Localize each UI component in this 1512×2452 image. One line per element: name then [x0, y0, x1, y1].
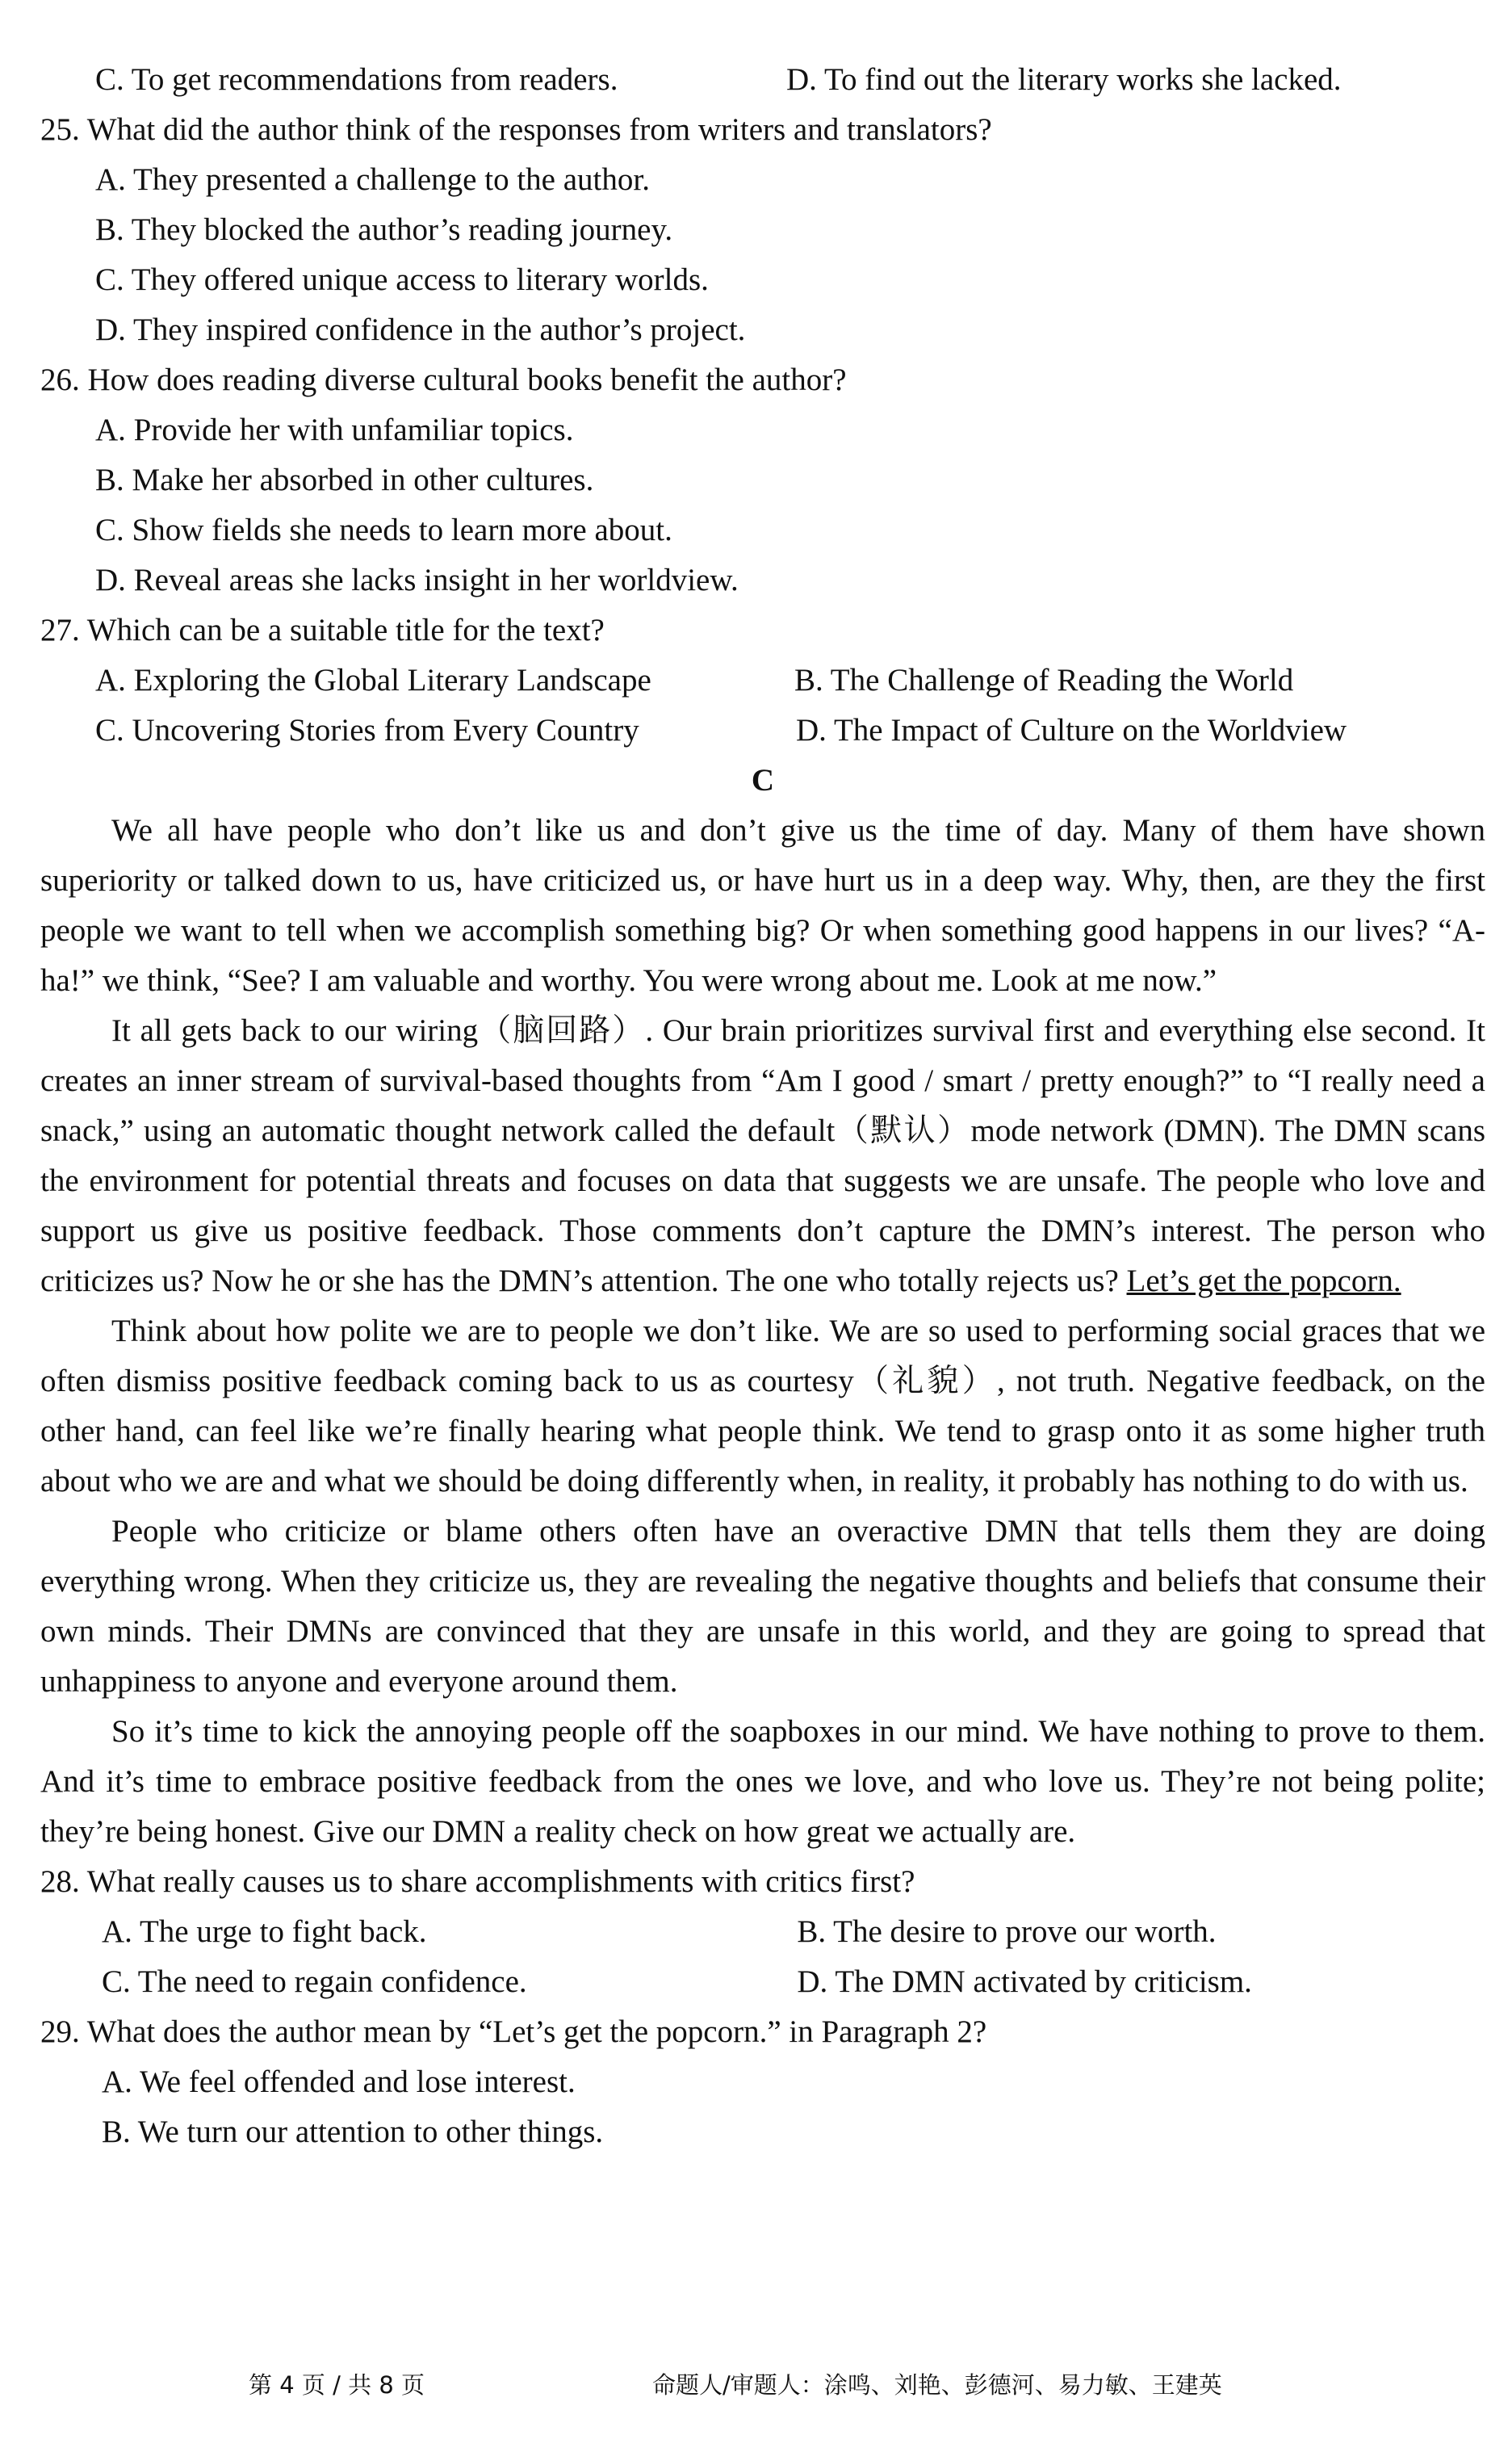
passage-paragraph-5: So it’s time to kick the annoying people off the soapboxes in our mind. We have nothing to prove to them. And it’s time to embrace positive feedback from the ones we love, and who love us. They’re not being polite; they’re being honest. Give our DMN a reality check on how great we actually are.	[40, 1714, 1485, 1849]
q25-option-a: A. They presented a challenge to the author.	[95, 162, 650, 197]
q25-option-b: B. They blocked the author’s reading journey.	[95, 212, 673, 247]
q28-option-c: C. The need to regain confidence.	[102, 1964, 527, 1999]
q29-stem: 29. What does the author mean by “Let’s get the popcorn.” in Paragraph 2?	[40, 2014, 987, 2049]
q24-option-d: D. To find out the literary works she lacked.	[786, 62, 1342, 97]
q26-option-a: A. Provide her with unfamiliar topics.	[95, 413, 574, 447]
q28-option-b: B. The desire to prove our worth.	[797, 1914, 1217, 1949]
q28-option-d: D. The DMN activated by criticism.	[797, 1964, 1252, 1999]
q28-stem: 28. What really causes us to share accomplishments with critics first?	[40, 1864, 915, 1899]
q27-option-c: C. Uncovering Stories from Every Country	[95, 713, 639, 748]
q27-options-cd	[40, 706, 1485, 756]
q25-stem: 25. What did the author think of the responses from writers and translators?	[40, 112, 992, 147]
q28-options-ab	[40, 1907, 1485, 1957]
q28-option-a: A. The urge to fight back.	[102, 1914, 427, 1949]
section-heading: C	[751, 763, 775, 798]
q26-stem: 26. How does reading diverse cultural books benefit the author?	[40, 363, 847, 397]
q27-option-a: A. Exploring the Global Literary Landscape	[95, 663, 651, 698]
q25-option-c: C. They offered unique access to literary worlds.	[95, 262, 709, 297]
page-number: 第 4 页 / 共 8 页	[249, 2371, 425, 2399]
page-content	[40, 55, 1485, 2157]
passage-paragraph-2	[40, 1006, 1485, 1306]
q26-option-c: C. Show fields she needs to learn more about.	[95, 513, 672, 547]
q29-option-b: B. We turn our attention to other things.	[102, 2115, 604, 2149]
q26-option-d: D. Reveal areas she lacks insight in her worldview.	[95, 563, 739, 597]
page-footer	[0, 2369, 1512, 2401]
underlined-phrase: Let’s get the popcorn.	[1126, 1264, 1401, 1298]
q27-option-b: B. The Challenge of Reading the World	[794, 663, 1294, 698]
q27-stem: 27. Which can be a suitable title for the text?	[40, 613, 605, 648]
q27-options-ab	[40, 656, 1485, 706]
authors-credit: 命题人/审题人：涂鸣、刘艳、彭德河、易力敏、王建英	[652, 2371, 1222, 2399]
passage-paragraph-3: Think about how polite we are to people we don’t like. We are so used to performing social graces that we often dismiss positive feedback coming back to us as courtesy（礼貌）, not truth. Negative feedback, on the other hand, can feel like we’re finally hearing what people think. We tend to grasp onto it as some higher truth about who we are and what we should be doing differently when, in reality, it probably has nothing to do with us.	[40, 1314, 1485, 1498]
passage-paragraph-4: People who criticize or blame others often have an overactive DMN that tells them they are doing everything wrong. When they criticize us, they are revealing the negative thoughts and beliefs that consume their own minds. Their DMNs are convinced that they are unsafe in this world, and they are going to spread that unhappiness to anyone and everyone around them.	[40, 1514, 1485, 1699]
q28-options-cd	[40, 1957, 1485, 2007]
q27-option-d: D. The Impact of Culture on the Worldview	[796, 713, 1347, 748]
q24-option-c: C. To get recommendations from readers.	[95, 62, 618, 97]
paragraph-2-text: It all gets back to our wiring（脑回路）. Our brain prioritizes survival first and everything else second. It creates an inner stream of survival-based thoughts from “Am I good / smart / pretty enough?” to “I really need a snack,” using an automatic thought network called the default（默认）mode network (DMN). The DMN scans the environment for potential threats and focuses on data that suggests we are unsafe. The people who love and support us give us positive feedback. Those comments don’t capture the DMN’s interest. The person who criticizes us? Now he or she has the DMN’s attention. The one who totally rejects us?	[40, 1013, 1485, 1298]
passage-paragraph-1: We all have people who don’t like us and don’t give us the time of day. Many of them have shown superiority or talked down to us, have criticized us, or have hurt us in a deep way. Why, then, are they the first people we want to tell when we accomplish something big? Or when something good happens in our lives? “A-ha!” we think, “See? I am valuable and worthy. You were wrong about me. Look at me now.”	[40, 813, 1485, 998]
q26-option-b: B. Make her absorbed in other cultures.	[95, 463, 594, 497]
q25-option-d: D. They inspired confidence in the author’s project.	[95, 312, 746, 347]
q29-option-a: A. We feel offended and lose interest.	[102, 2064, 576, 2099]
q24-options-cd	[40, 55, 1485, 105]
